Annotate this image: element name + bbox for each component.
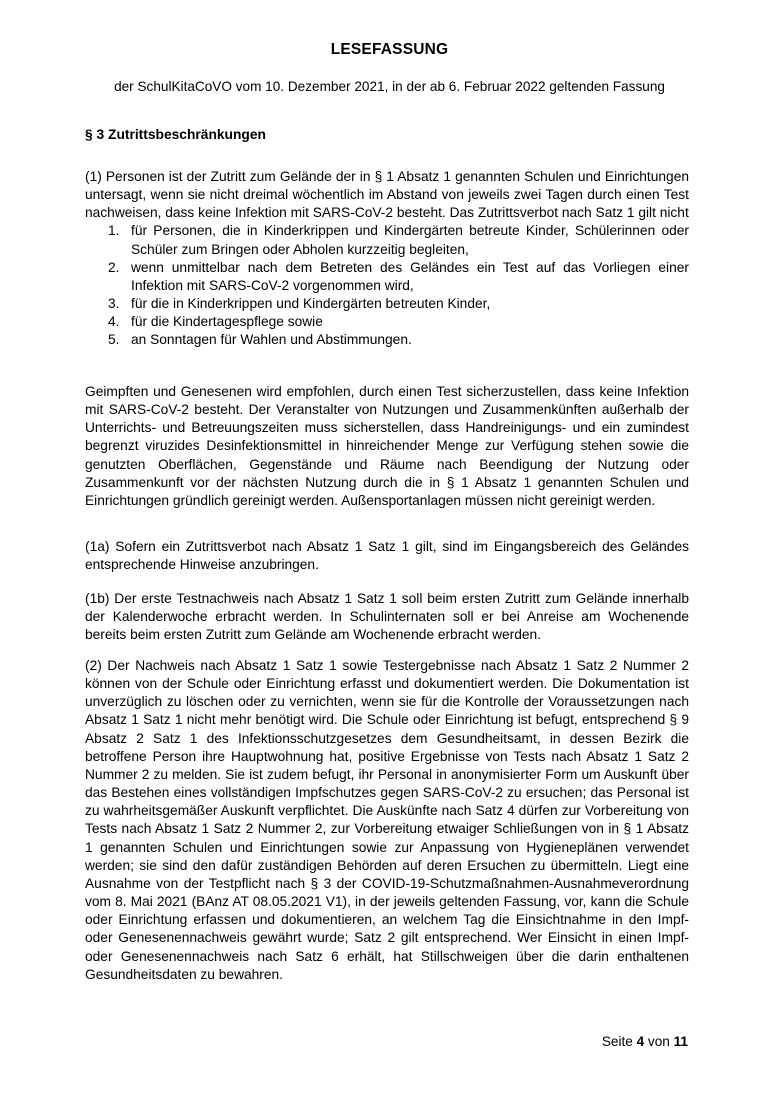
list-item [85, 295, 689, 313]
list-item-text: für die in Kinderkrippen und Kindergärten betreuten Kinder, [131, 296, 491, 312]
list-item-text: für die Kindertagespflege sowie [131, 314, 323, 330]
paragraph-1 [85, 168, 689, 350]
list-item-number: 3. [108, 296, 120, 312]
list-item [85, 259, 689, 295]
list-item [85, 313, 689, 331]
document-subtitle: der SchulKitaCoVO vom 10. Dezember 2021, in der ab 6. Februar 2022 geltenden Fassung [114, 79, 665, 94]
page-number-middle: von [647, 1034, 670, 1049]
list-item-number: 5. [108, 332, 120, 348]
list-item-number: 2. [108, 259, 120, 275]
paragraph-1-intro: (1) Personen ist der Zutritt zum Gelände der in § 1 Absatz 1 genannten Schulen und Einrichtungen untersagt, wenn sie nicht dreimal wöchentlich im Abstand von jeweils zwei Tagen durch einen Test nachweisen, dass keine Infektion mit SARS-CoV-2 besteht. Das Zutrittsverbot nach Satz 1 gilt nicht [85, 169, 689, 221]
exception-list [85, 222, 689, 349]
section-heading: § 3 Zutrittsbeschränkungen [85, 127, 266, 142]
paragraph-recommendation: Geimpften und Genesenen wird empfohlen, durch einen Test sicherzustellen, dass keine Infektion mit SARS-CoV-2 besteht. Der Veranstalter von Nutzungen und Zusammenkünften außerhalb der Unterrichts- und Betreuungszeiten muss sicherstellen, dass Handreinigungs- und ein zumindest begrenzt viruzides Desinfektionsmittel in hinreichender Menge zur Verfügung stehen sowie die genutzten Oberflächen, Gegenstände und Räume nach Beendigung der Nutzung oder Zusammenkunft vor der nächsten Nutzung durch die in § 1 Absatz 1 genannten Schulen und Einrichtungen gründlich gereinigt werden. Außensportanlagen müssen nicht gereinigt werden. [85, 384, 689, 508]
paragraph-1a: (1a) Sofern ein Zutrittsverbot nach Absatz 1 Satz 1 gilt, sind im Eingangsbereich des Geländes entsprechende Hinweise anzubringen. [85, 539, 689, 573]
paragraph-2: (2) Der Nachweis nach Absatz 1 Satz 1 sowie Testergebnisse nach Absatz 1 Satz 2 Nummer 2 können von der Schule oder Einrichtung erfasst und dokumentiert werden. Die Dokumentation ist unverzüglich zu löschen oder zu vernichten, wenn sie für die Kontrolle der Voraussetzungen nach Absatz 1 Satz 1 nicht mehr benötigt wird. Die Schule oder Einrichtung ist befugt, entsprechend § 9 Absatz 2 Satz 1 des Infektionsschutzgesetzes dem Gesundheitsamt, in dessen Bezirk die betroffene Person ihre Hauptwohnung hat, positive Ergebnisse von Tests nach Absatz 1 Satz 2 Nummer 2 zu melden. Sie ist zudem befugt, ihr Personal in anonymisierter Form um Auskunft über das Bestehen eines vollständigen Impfschutzes gegen SARS-CoV-2 zu ersuchen; das Personal ist zu wahrheitsgemäßer Auskunft verpflichtet. Die Auskünfte nach Satz 4 dürfen zur Vorbereitung von Tests nach Absatz 1 Satz 2 Nummer 2, zur Vorbereitung etwaiger Schließungen von in § 1 Absatz 1 genannten Schulen und Einrichtungen sowie zur Anpassung von Hygieneplänen verwendet werden; sie sind den dafür zuständigen Behörden auf deren Ersuchen zu übermitteln. Liegt eine Ausnahme von der Testpflicht nach § 3 der COVID-19-Schutzmaßnahmen-Ausnahmeverordnung vom 8. Mai 2021 (BAnz AT 08.05.2021 V1), in der jeweils geltenden Fassung, vor, kann die Schule oder Einrichtung erfassen und dokumentieren, an welchem Tag die Einsichtnahme in den Impf- oder Genesenennachweis gewährt wurde; Satz 2 gilt entsprechend. Wer Einsicht in einen Impf- oder Genesenennachweis nach Satz 6 erhält, hat Stillschweigen über die darin enthaltenen Gesundheitsdaten zu bewahren. [85, 658, 689, 982]
paragraph-1b: (1b) Der erste Testnachweis nach Absatz 1 Satz 1 soll beim ersten Zutritt zum Gelände innerhalb der Kalenderwoche erbracht werden. In Schulinternaten soll er bei Anreise am Wochenende bereits beim ersten Zutritt zum Gelände am Wochenende erbracht werden. [85, 591, 689, 643]
document-title: LESEFASSUNG [330, 41, 449, 58]
list-item [85, 222, 689, 258]
page-number-current: 4 [636, 1034, 645, 1049]
list-item-text: für Personen, die in Kinderkrippen und Kindergärten betreute Kinder, Schülerinnen oder Schüler zum Bringen oder Abholen kurzzeitig begleiten, [131, 223, 689, 257]
list-item-number: 4. [108, 314, 120, 330]
list-item-number: 1. [108, 223, 120, 239]
page-number-total: 11 [673, 1034, 688, 1049]
list-item-text: an Sonntagen für Wahlen und Abstimmungen. [131, 332, 412, 348]
page-number [602, 1034, 688, 1049]
list-item [85, 331, 689, 349]
list-item-text: wenn unmittelbar nach dem Betreten des Geländes ein Test auf das Vorliegen einer Infektion mit SARS-CoV-2 vorgenommen wird, [131, 259, 689, 293]
page-number-prefix: Seite [601, 1034, 633, 1049]
